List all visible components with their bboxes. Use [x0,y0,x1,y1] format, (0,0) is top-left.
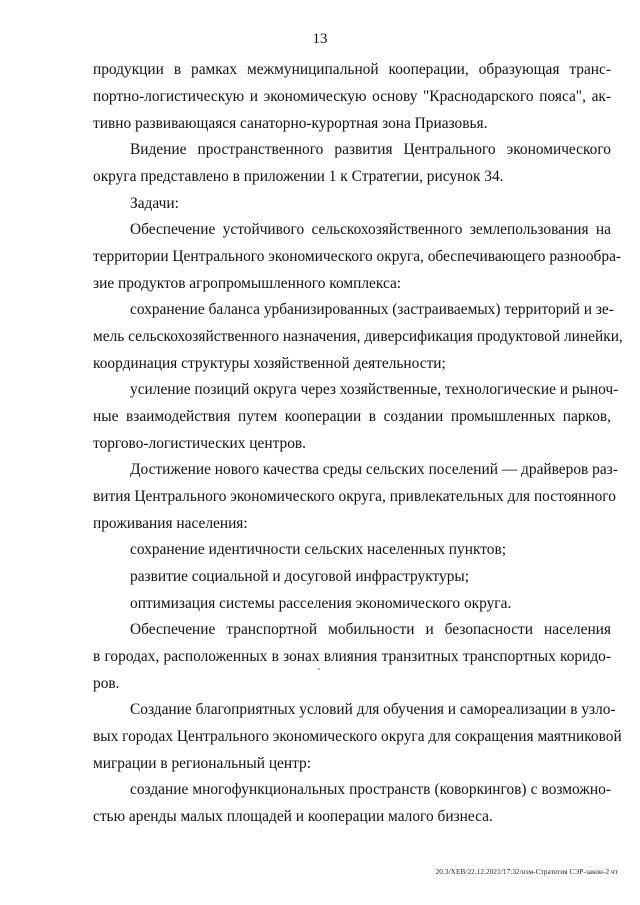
text-line: округа представлено в приложении 1 к Стратегии, рисунок 34. [93,168,504,185]
text-line: Видение пространственного развития Центрального экономического [130,141,611,158]
text-line: тивно развивающаяся санаторно-курортная зона Приазовья. [93,115,488,132]
text-line: оптимизация системы расселения экономического округа. [130,595,512,612]
footer-document-id: 20.3/ХЕВ/22.12.2021/17:32/изм-Стратегия СЭР-закон-2 чт [435,868,618,876]
text-line: мель сельскохозяйственного назначения, диверсификация продуктовой линейки, [93,328,623,345]
text-line: усиление позиций округа через хозяйственные, технологические и рыноч- [130,381,619,398]
text-line: территории Центрального экономического округа, обеспечивающего разнообра- [93,248,622,265]
page-number: 13 [312,31,328,47]
text-line: сохранение баланса урбанизированных (застраиваемых) территорий и зе- [130,301,614,318]
text-line: миграции в региональный центр: [93,755,312,772]
text-line: зие продуктов агропромышленного комплекса: [93,275,402,292]
text-line: Задачи: [130,195,179,212]
text-line: ные взаимодействия путем кооперации в создании промышленных парков, [93,408,611,425]
text-line: Достижение нового качества среды сельских поселений — драйверов раз- [130,461,618,478]
text-line: проживания населения: [93,515,248,532]
text-line: продукции в рамках межмуниципальной кооперации, образующая транс- [93,61,611,78]
text-line: вых городах Центрального экономического округа для сокращения маятниковой [93,728,622,745]
text-line: в городах, расположенных в зонах влияния транзитных транспортных коридо- [93,648,611,665]
text-line: создание многофункциональных пространств (коворкингов) с возможно- [130,781,611,798]
text-line: вития Центрального экономического округа, привлекательных для постоянного [93,488,616,505]
text-line: портно-логистическую и экономическую основу "Краснодарского пояса", ак- [93,88,611,105]
text-line: Создание благоприятных условий для обучения и самореализации в узло- [130,701,616,718]
text-line: координация структуры хозяйственной деятельности; [93,355,446,372]
text-line: Обеспечение транспортной мобильности и безопасности населения [130,621,611,638]
text-line: ров. [93,675,120,692]
scan-speck [318,668,320,670]
text-line: торгово-логистических центров. [93,435,307,452]
text-line: стью аренды малых площадей и кооперации малого бизнеса. [93,808,493,825]
text-line: сохранение идентичности сельских населенных пунктов; [130,541,507,558]
text-line: Обеспечение устойчивого сельскохозяйственного землепользования на [130,221,611,238]
text-line: развитие социальной и досуговой инфраструктуры; [130,568,470,585]
